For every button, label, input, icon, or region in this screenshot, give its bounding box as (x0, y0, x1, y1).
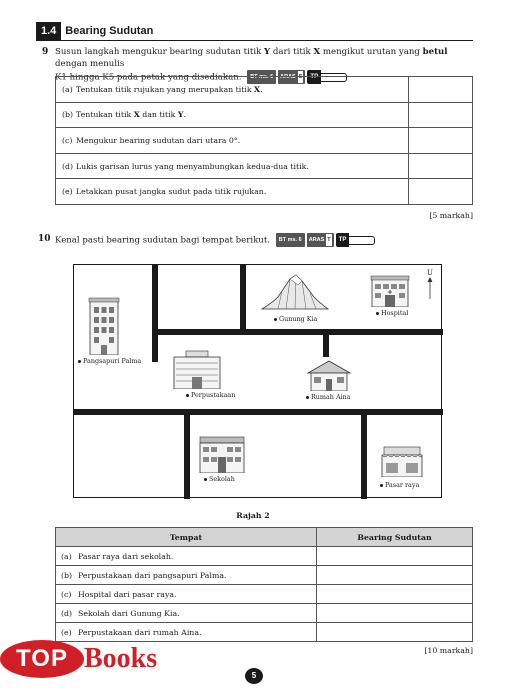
road (361, 415, 367, 499)
tag-aras: ARAS S (278, 70, 305, 84)
header-bearing: Bearing Sudutan (317, 528, 473, 547)
question-10-text: Kenal pasti bearing sudutan bagi tempat berikut. BT ms. 6 ARAS T TP (55, 233, 475, 247)
tag-tp: TP (307, 70, 347, 84)
watermark-logo (0, 622, 200, 700)
question-10-tags (276, 233, 376, 247)
tag-tp: TP (336, 233, 376, 247)
table-row (56, 102, 473, 128)
section-header (36, 22, 153, 40)
answer-box[interactable] (409, 179, 473, 205)
bearing-answer-cell[interactable] (317, 547, 473, 566)
label-sekolah: Sekolah (204, 475, 235, 483)
step-cell: (b) Tentukan titik X dan titik Y. (56, 102, 409, 128)
table-row (56, 179, 473, 205)
step-cell: (d) Lukis garisan lurus yang menyambungkan kedua-dua titik. (56, 153, 409, 179)
label-pangsapuri-palma: Pangsapuri Palma (78, 357, 141, 365)
north-label: U (427, 269, 433, 277)
north-arrow-icon (427, 277, 433, 299)
table-row (56, 153, 473, 179)
answer-box[interactable] (409, 102, 473, 128)
hospital-building-icon (370, 273, 410, 307)
header-rule (36, 40, 473, 41)
apartment-building-icon (88, 295, 120, 355)
table-row (56, 128, 473, 154)
label-gunung-kia: Gunung Kia (274, 315, 317, 323)
header-tempat: Tempat (56, 528, 317, 547)
answer-box[interactable] (409, 128, 473, 154)
road (74, 409, 443, 415)
label-rumah-aina: Rumah Aina (306, 393, 351, 401)
tp-answer-box[interactable] (349, 236, 375, 245)
road (240, 265, 246, 333)
bearing-answer-cell[interactable] (317, 585, 473, 604)
tag-aras: ARAS T (307, 233, 334, 247)
road (184, 415, 190, 499)
library-building-icon (172, 349, 222, 389)
road (158, 329, 443, 335)
tag-bt: BT ms. 6 (247, 70, 276, 84)
steps-table (55, 76, 473, 205)
table-row (56, 604, 473, 623)
answer-box[interactable] (409, 77, 473, 103)
table-row (56, 77, 473, 103)
place-cell: (b) Perpustakaan dari pangsapuri Palma. (56, 566, 317, 585)
tag-bt: BT ms. 6 (276, 233, 305, 247)
school-building-icon (198, 435, 246, 473)
house-icon (306, 359, 352, 391)
table-row (56, 585, 473, 604)
watermark-top: TOP (0, 640, 84, 678)
section-number: 1.4 (36, 22, 61, 40)
question-10-marks: [10 markah] (424, 646, 473, 655)
road (152, 265, 158, 362)
map-rajah-2 (73, 264, 442, 498)
table-row (56, 547, 473, 566)
table-row (56, 566, 473, 585)
bearing-answer-cell[interactable] (317, 566, 473, 585)
table-header-row (56, 528, 473, 547)
question-10-number: 10 (38, 234, 51, 244)
page-number: 5 (245, 668, 263, 684)
place-cell: (d) Sekolah dari Gunung Kia. (56, 604, 317, 623)
figure-caption: Rajah 2 (236, 511, 270, 520)
section-title: Bearing Sudutan (65, 25, 154, 37)
bearing-answer-cell[interactable] (317, 604, 473, 623)
place-cell: (c) Hospital dari pasar raya. (56, 585, 317, 604)
mountain-icon (260, 273, 330, 313)
label-pasar-raya: Pasar raya (380, 481, 419, 489)
bearing-answer-cell[interactable] (317, 623, 473, 642)
label-perpustakaan: Perpustakaan (186, 391, 235, 399)
label-hospital: Hospital (376, 309, 408, 317)
step-cell: (e) Letakkan pusat jangka sudut pada titik rujukan. (56, 179, 409, 205)
supermarket-building-icon (380, 445, 424, 477)
place-cell: (e) Perpustakaan dari rumah Aina. (56, 623, 317, 642)
question-9-marks: [5 markah] (429, 211, 473, 220)
step-cell: (c) Mengukur bearing sudutan dari utara 0°. (56, 128, 409, 154)
step-cell: (a) Tentukan titik rujukan yang merupakan titik X. (56, 77, 409, 103)
question-9-text: Susun langkah mengukur bearing sudutan titik Y dari titik X mengikut urutan yang betul dengan menulis K1 hingga K5 pada petak yang disediakan. BT ms. 6 ARAS S TP (55, 47, 448, 83)
place-cell: (a) Pasar raya dari sekolah. (56, 547, 317, 566)
answer-box[interactable] (409, 153, 473, 179)
road (323, 335, 329, 357)
watermark-books: Books (84, 643, 158, 674)
question-9-number: 9 (42, 47, 49, 57)
